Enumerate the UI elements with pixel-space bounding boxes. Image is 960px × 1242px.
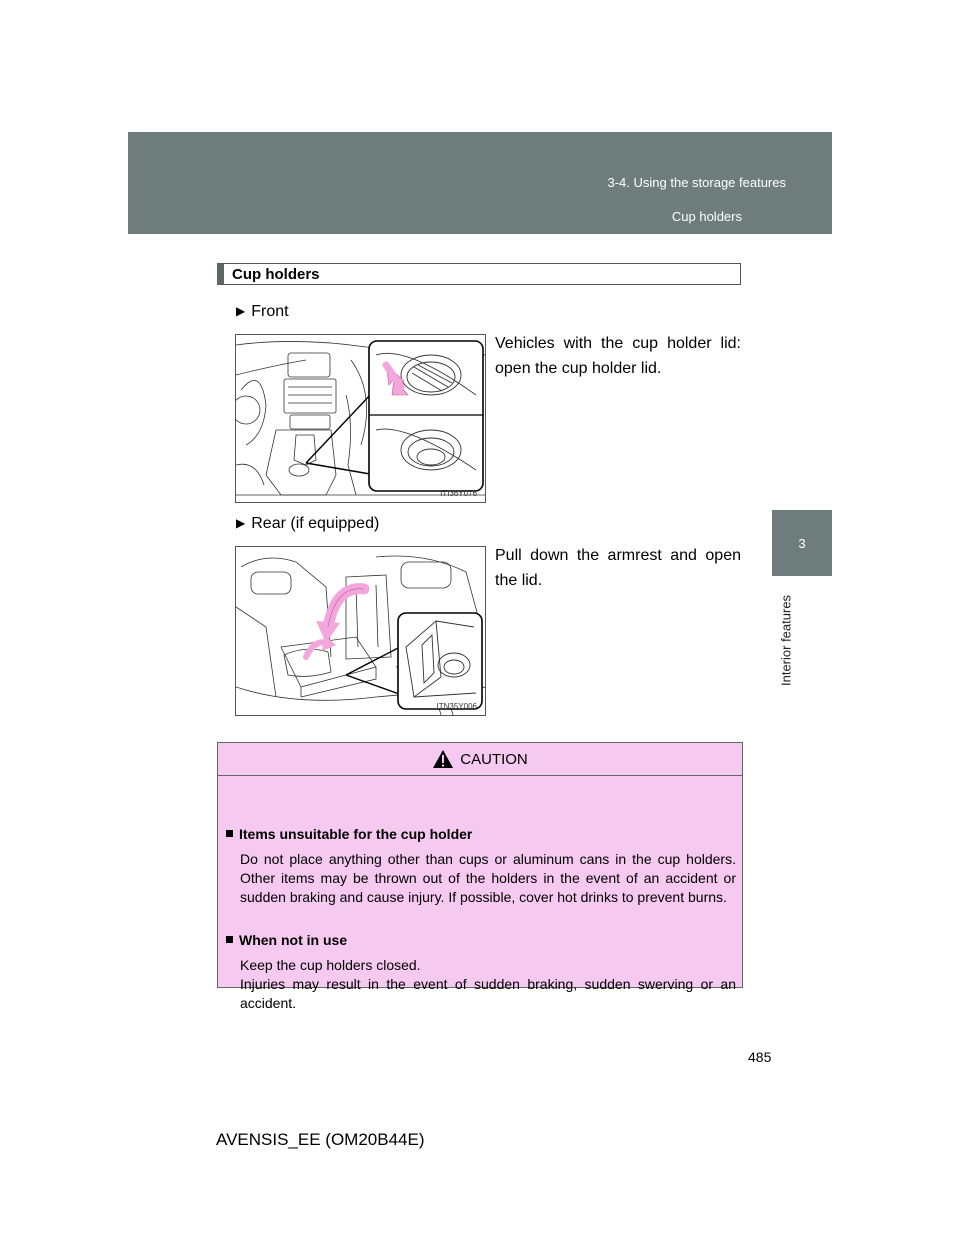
caution-item-text: Do not place anything other than cups or aluminum cans in the cup holders. Other items may be thrown out of the holders in the event of an accident or sudden braking and cause injury. If possible, cover hot drinks to prevent burns. <box>240 851 736 905</box>
item-front-label: ▶ Front <box>236 303 289 320</box>
caution-box <box>217 742 743 1011</box>
page-number: 485 <box>748 1049 772 1065</box>
item-rear-label: ▶ Rear (if equipped) <box>236 515 380 532</box>
chapter-title: Interior features <box>778 594 794 686</box>
caution-text-line: Keep the cup holders closed. <box>240 957 421 973</box>
square-bullet-icon <box>226 936 233 943</box>
caution-item-heading: When not in use <box>226 932 347 948</box>
caution-item-heading: Items unsuitable for the cup holder <box>226 826 472 842</box>
rear-cup-holder-illustration <box>235 546 486 716</box>
caution-text-line: Injuries may result in the event of sudden braking, sudden swerving or an accident. <box>240 976 736 1011</box>
front-cup-holder-illustration <box>235 334 486 503</box>
square-bullet-icon <box>226 830 233 837</box>
header-topic-title: Cup holders <box>671 209 742 224</box>
chapter-number: 3 <box>798 535 806 551</box>
manual-code: AVENSIS_EE (OM20B44E) <box>216 1130 425 1149</box>
item-rear-description: Pull down the armrest and open the lid. <box>495 547 741 589</box>
caution-header <box>218 743 742 776</box>
triangle-bullet-icon: ▶ <box>236 516 246 530</box>
caution-title: CAUTION <box>460 750 528 768</box>
item-front-description: Vehicles with the cup holder lid: open the cup holder lid. <box>495 335 741 377</box>
triangle-bullet-icon: ▶ <box>236 304 246 318</box>
warning-triangle-icon <box>432 749 454 769</box>
caution-body <box>218 776 742 1011</box>
chapter-tab <box>772 510 832 576</box>
rear-armrest-drawing <box>236 547 486 716</box>
front-console-drawing <box>236 335 486 503</box>
figure-code: ITN35Y006 <box>436 702 477 711</box>
section-title: Cup holders <box>232 266 320 283</box>
header-band <box>128 132 832 234</box>
figure-code: ITI36Y076 <box>440 489 477 498</box>
header-section-title: 3-4. Using the storage features <box>607 175 786 190</box>
open-lid-arrow-icon <box>306 635 336 657</box>
section-heading <box>217 263 741 285</box>
caution-item-text <box>240 956 736 1013</box>
